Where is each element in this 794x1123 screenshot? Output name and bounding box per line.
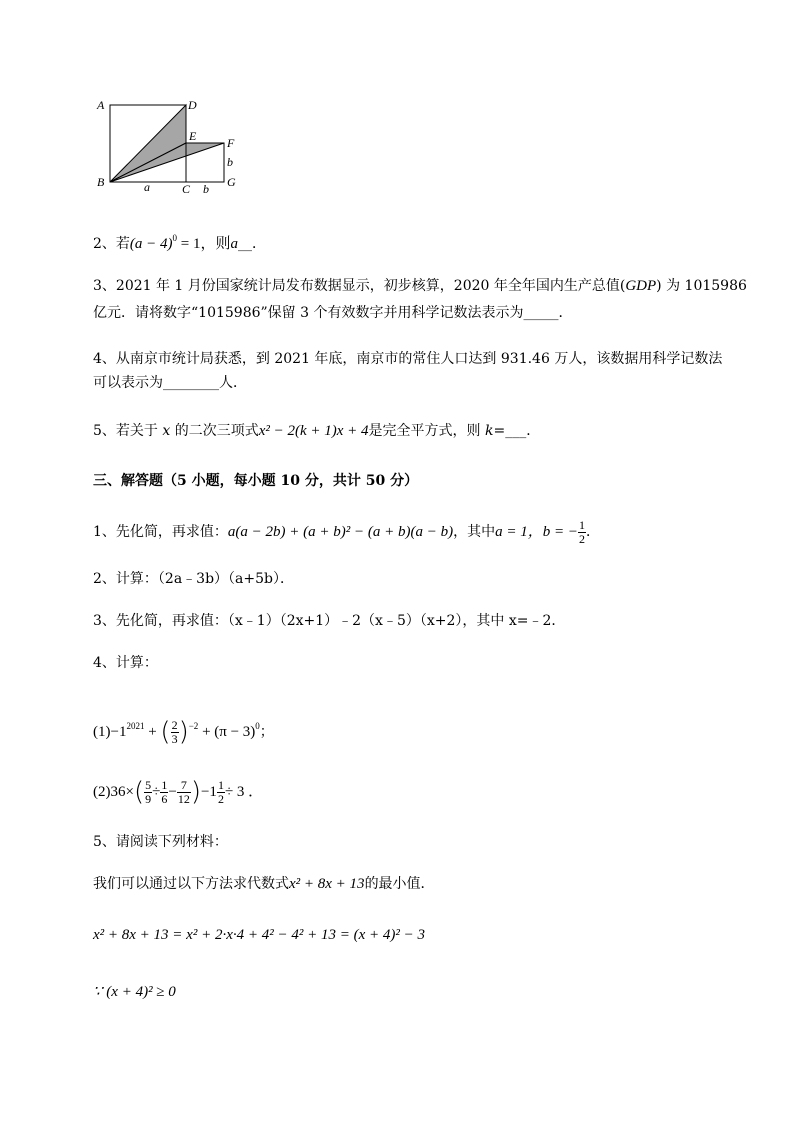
- label-b-bottom: b: [203, 182, 209, 196]
- label-F: F: [227, 136, 235, 150]
- label-b-right: b: [227, 155, 233, 169]
- problem-4-part-1: $(1)-1^{2021}$ + ( $\frac{2}{3}$ )$^{-2} + (\pi - 3)^0$；: [93, 717, 274, 747]
- question-3-line-2: 亿元．请将数字“1015986”保留 3 个有效数字并用科学记数法表示为_____．: [93, 305, 573, 321]
- label-a: a: [144, 180, 150, 194]
- question-4-line-2: 可以表示为________人．: [93, 375, 247, 391]
- geometry-figure: [93, 96, 253, 196]
- label-C: C: [182, 182, 191, 196]
- problem-2: 2、计算：（2a﹣3b）（a+5b）．: [93, 571, 294, 587]
- question-2: 2、若$(a - 4)^0 = 1$，则a__．: [93, 233, 267, 252]
- question-4-line-1: 4、从南京市统计局获悉，到 2021 年底，南京市的常住人口达到 931.46 万人，该数据用科学记数法: [93, 351, 723, 367]
- problem-5-title: 5、请阅读下列材料：: [93, 834, 228, 850]
- shaded-triangle-bde: [110, 105, 186, 182]
- problem-4-part-2: (2)36×( $\frac{5}{9}$ ÷ $\frac{1}{6}$ − $\frac{7}{12}$ )−1 $\frac{1}{2}$ ÷ 3 ．: [93, 777, 264, 807]
- label-A: A: [97, 98, 105, 112]
- label-B: B: [97, 175, 105, 189]
- section-3-heading: 三、解答题（5 小题，每小题 10 分，共计 50 分）: [93, 473, 419, 489]
- question-3-line-1: 3、2021 年 1 月份国家统计局发布数据显示，初步核算，2020 年全年国内生产总值(GDP) 为 1015986: [93, 278, 747, 294]
- problem-4-title: 4、计算：: [93, 655, 158, 671]
- problem-1: 1、先化简，再求值：a(a − 2b) + (a + b)² − (a + b)(a − b)，其中a = 1，b = − $\frac{1}{2}$ ．: [93, 517, 600, 546]
- label-G: G: [227, 175, 236, 189]
- q2-expression: (a − 4): [129, 236, 173, 252]
- question-5: 5、若关于 x 的二次三项式x² − 2(k + 1)x + 4是完全平方式，则 k=___．: [93, 423, 541, 439]
- problem-5-since: ∵ (x + 4)² ≥ 0: [93, 984, 176, 1000]
- fraction-two-thirds: $\frac{2}{3}$: [171, 717, 178, 746]
- label-E: E: [189, 129, 197, 143]
- problem-3: 3、先化简，再求值：（x﹣1）（2x+1）﹣2（x﹣5）（x+2），其中 x=﹣2．: [93, 613, 566, 629]
- problem-5-derivation: x² + 8x + 13 = x² + 2·x·4 + 4² − 4² + 13 = (x + 4)² − 3: [93, 927, 425, 943]
- problem-5-intro: 我们可以通过以下方法求代数式x² + 8x + 13的最小值．: [93, 876, 435, 892]
- fraction-one-half: $\frac{1}{2}$: [579, 517, 585, 546]
- label-D: D: [188, 98, 197, 112]
